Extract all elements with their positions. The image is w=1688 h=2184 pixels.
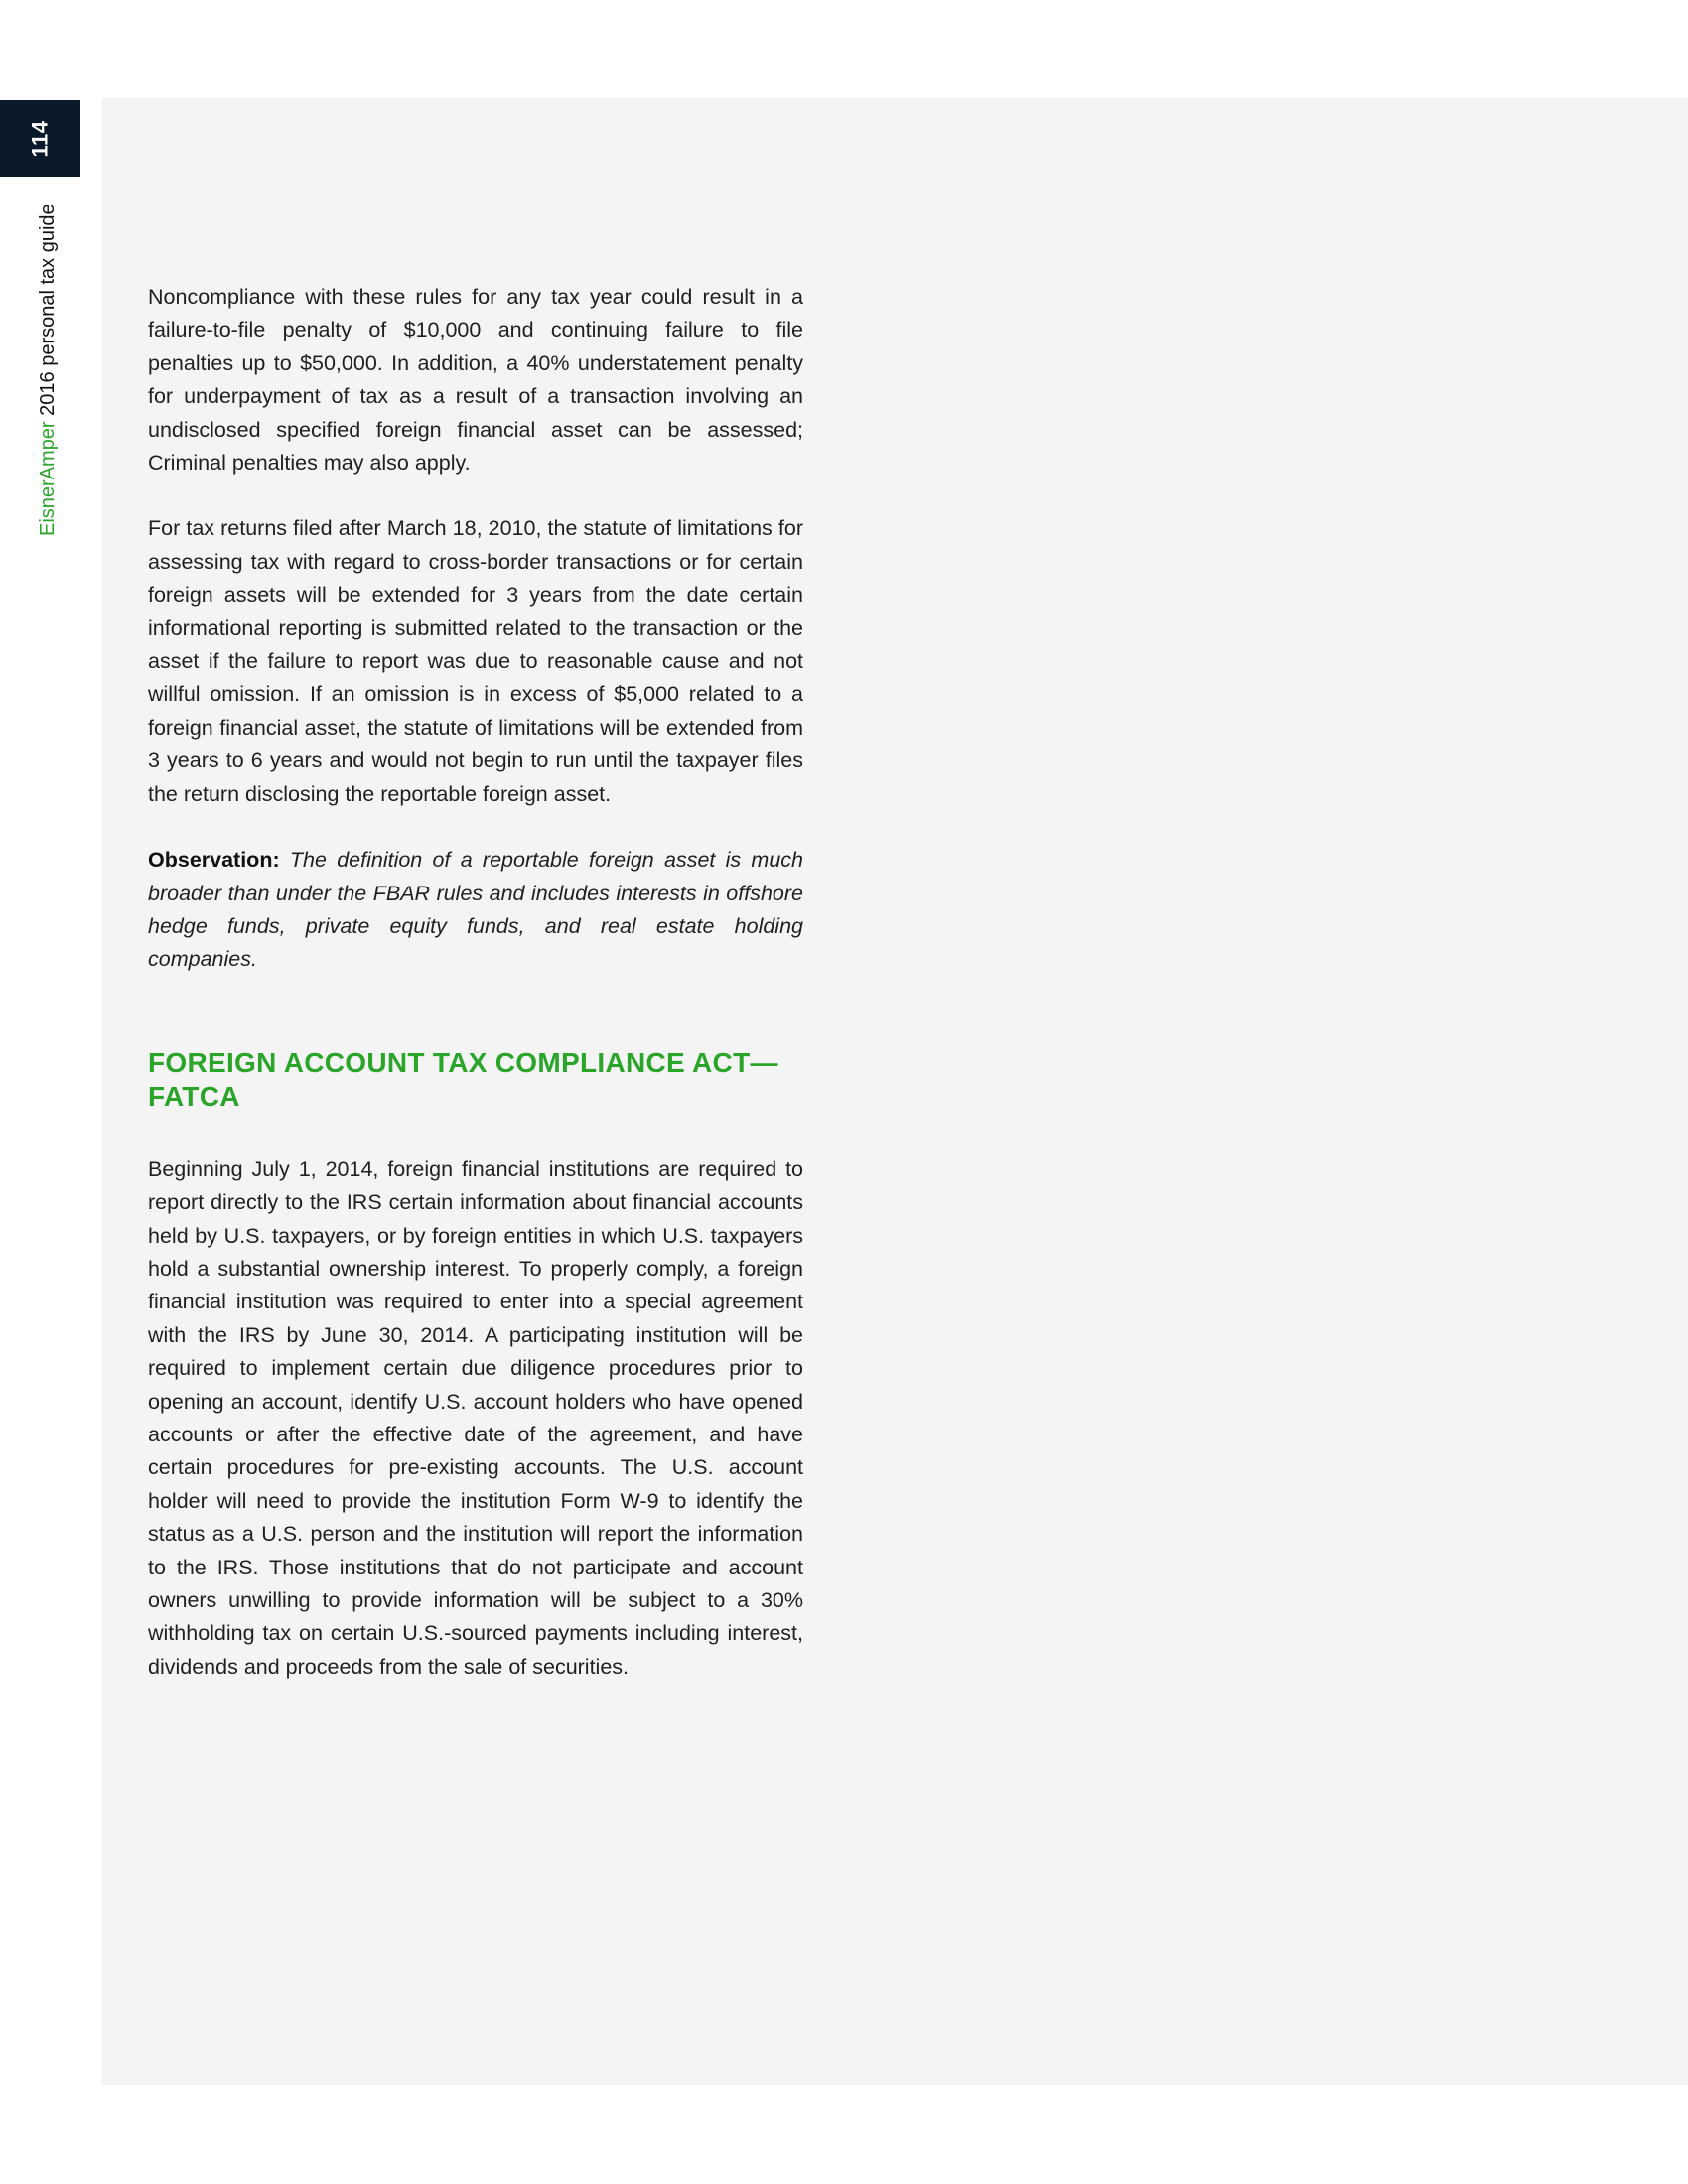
brand-name: EisnerAmper [37,421,59,536]
paragraph-fatca: Beginning July 1, 2014, foreign financial institutions are required to report directly to the IRS certain information about financial accounts held by U.S. taxpayers, or by foreign entities in which U.S. taxpayers hold a substantial ownership interest. To properly comply, a foreign financial institution was required to enter into a special agreement with the IRS by June 30, 2014. A participating institution will be required to implement certain due diligence procedures prior to opening an account, identify U.S. account holders who have opened accounts or after the effective date of the agreement, and have certain procedures for pre-existing accounts. The U.S. account holder will need to provide the institution Form W-9 to identify the status as a U.S. person and the institution will report the information to the IRS. Those institutions that do not participate and account owners unwilling to provide information will be subject to a 30% withholding tax on certain U.S.-sourced payments including interest, dividends and proceeds from the sale of securities. [148,1157,803,1679]
side-label [38,204,58,536]
section-heading-line1: FOREIGN ACCOUNT TAX COMPLIANCE ACT— [148,1046,778,1078]
guide-title: 2016 personal tax guide [37,204,59,416]
page-number-box [0,100,80,177]
observation-note [148,844,803,977]
paragraph-penalties: Noncompliance with these rules for any tax year could result in a failure-to-file penalty of $10,000 and continuing failure to file penalties up to $50,000. In addition, a 40% understatement penalty for underpayment of tax as a result of a transaction involving an undisclosed specified foreign financial asset can be assessed; Criminal penalties may also apply. [148,285,803,476]
observation-label: Observation: [148,848,280,873]
section-heading [148,1046,803,1114]
page-number: 114 [27,120,53,157]
main-content [148,281,803,1716]
paragraph-statute-of-limitations: For tax returns filed after March 18, 2010, the statute of limitations for assessing tax with regard to cross-border transactions or for certain foreign assets will be extended for 3 years from the date certain informational reporting is submitted related to the transaction or the asset if the failure to report was due to reasonable cause and not willful omission. If an omission is in excess of $5,000 related to a foreign financial asset, the statute of limitations will be extended from 3 years to 6 years and would not begin to run until the taxpayer files the return disclosing the reportable foreign asset. [148,516,803,806]
observation-text: The definition of a reportable foreign asset is much broader than under the FBAR rules and includes interests in offshore hedge funds, private equity funds, and real estate holding companies. [148,848,803,972]
section-heading-line2: FATCA [148,1080,240,1112]
